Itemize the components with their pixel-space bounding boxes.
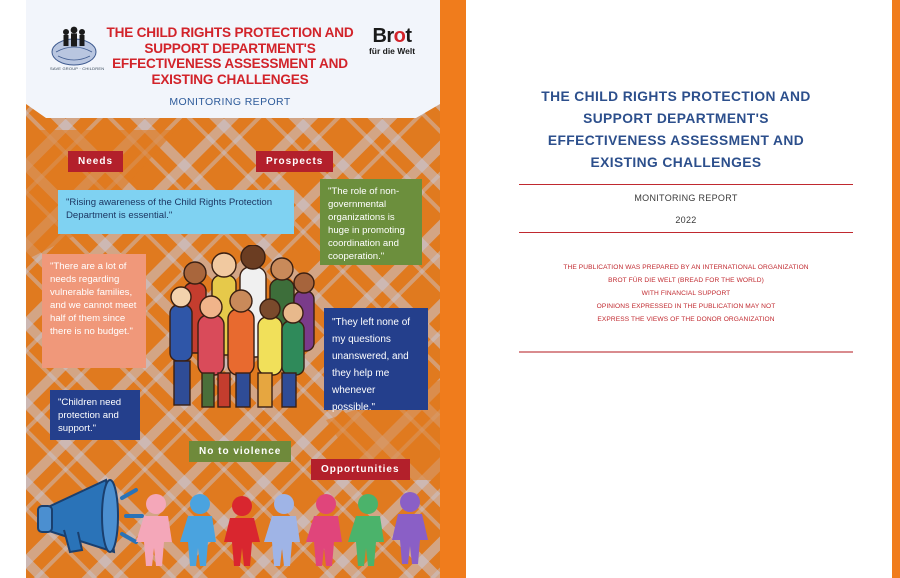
quote-rising-awareness: "Rising awareness of the Child Rights Protection Department is essential." [58,190,294,234]
title-page [466,0,892,578]
page-title-line: EFFECTIVENESS ASSESSMENT AND [547,133,805,148]
publication-notes [519,262,853,327]
quote-ngo-role: "The role of non-governmental organizations is huge in promoting coordination and cooperation." [320,179,422,265]
page-title-line: SUPPORT DEPARTMENT'S [583,111,769,126]
page-title-line: EXISTING CHALLENGES [590,155,762,170]
brand-text-accent: o [393,25,406,47]
family-illustration [154,245,324,415]
report-year: 2022 [675,215,697,225]
quote-left-none: "They left none of my questions unanswered, and they help me whenever possible." [324,308,428,410]
cover-title [106,25,354,88]
divider-rule [519,232,853,233]
page-title-line: THE CHILD RIGHTS PROTECTION AND [541,89,811,104]
brand-wordmark [362,26,422,46]
children-silhouettes [134,490,434,570]
tag-needs: Needs [68,151,123,172]
brand-text: Br [372,25,394,47]
page-title [536,86,816,174]
orange-spine [440,0,466,578]
note-line: EXPRESS THE VIEWS OF THE DONOR ORGANIZATION [597,315,775,323]
orange-page-edge [892,0,900,578]
note-line: OPINIONS EXPRESSED IN THE PUBLICATION MAY NOT [596,302,776,310]
brot-fur-die-welt-logo [362,26,422,56]
tag-no-to-violence: No to violence [189,441,291,462]
report-label: MONITORING REPORT [634,193,738,203]
brand-subtitle: für die Welt [368,46,416,56]
report-cover [26,0,440,578]
cover-title-line: EXISTING CHALLENGES [151,72,309,88]
megaphone-icon [36,468,146,568]
note-line: BROT FÜR DIE WELT (BREAD FOR THE WORLD) [608,276,764,284]
cover-title-line: THE CHILD RIGHTS PROTECTION AND [106,25,354,40]
cover-title-line: SUPPORT DEPARTMENT'S [144,40,316,56]
quote-children-need: "Children need protection and support." [50,390,140,440]
cover-subtitle: MONITORING REPORT [169,96,291,108]
note-line: WITH FINANCIAL SUPPORT [641,289,731,297]
brand-text: t [405,25,412,47]
cover-title-line: EFFECTIVENESS ASSESSMENT AND [112,56,348,72]
tag-opportunities: Opportunities [311,459,410,480]
note-line: THE PUBLICATION WAS PREPARED BY AN INTERNATIONAL ORGANIZATION [563,264,809,271]
quote-needs-regarding: "There are a lot of needs regarding vulnerable families, and we cannot meet half of them since there is no budget." [42,254,146,368]
divider-rule [519,184,853,185]
divider-rule-bottom [519,351,853,353]
tag-prospects: Prospects [256,151,333,172]
org-logo-caption: SAVE GROUP · CHILDREN [50,66,105,71]
